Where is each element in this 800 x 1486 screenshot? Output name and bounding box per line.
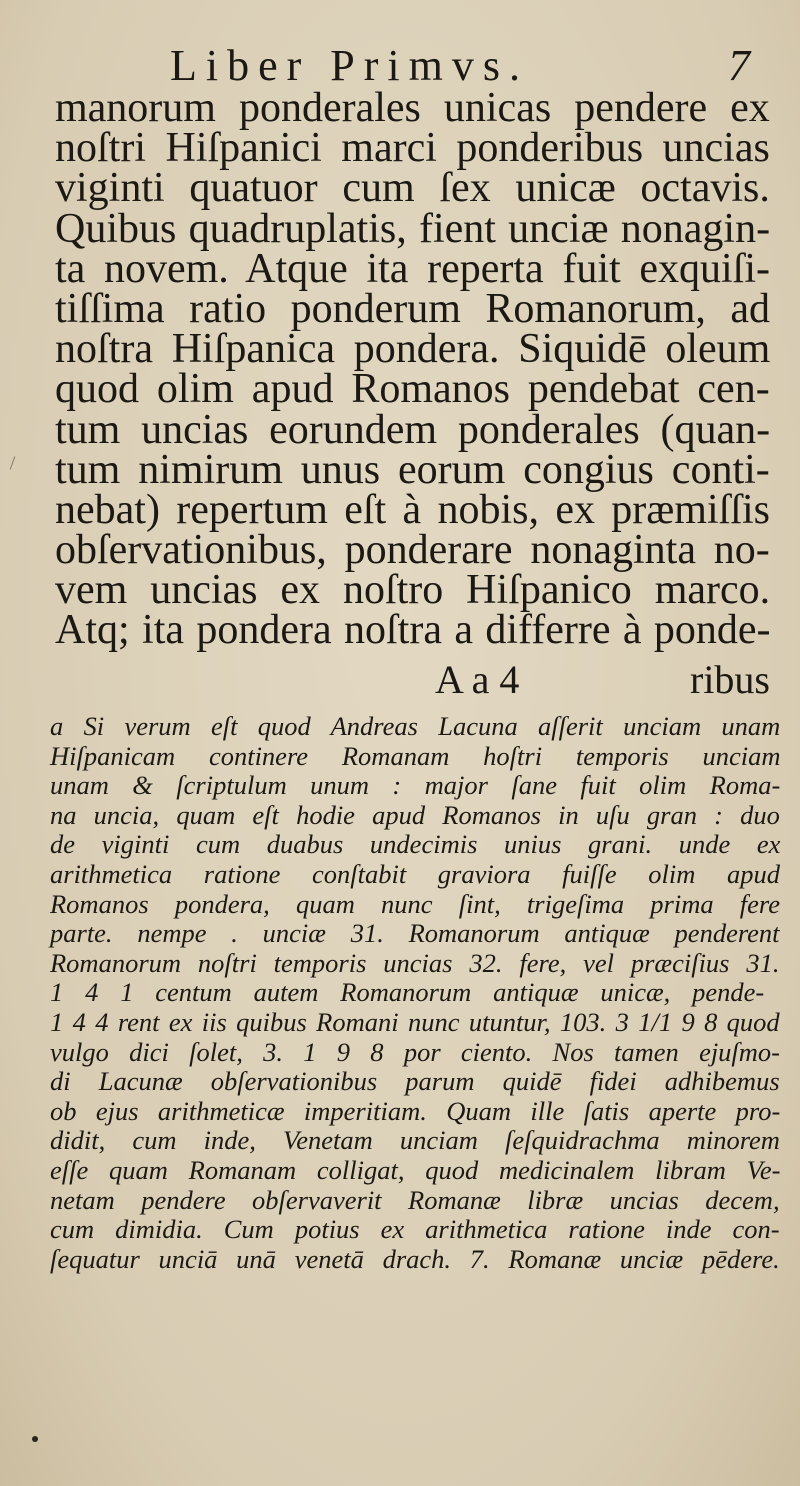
text-line: nebat) repertum eſt à nobis, ex præmiſſis (55, 486, 770, 533)
footnote-line: arithmetica ratione conſtabit graviora fuiſſe olim apud (50, 858, 781, 889)
text-line: obſervationibus, ponderare nonaginta no- (55, 527, 770, 574)
footnote-line: ob ejus arithmeticæ imperitiam. Quam ille ſatis aperte pro- (50, 1095, 781, 1126)
main-text (55, 85, 771, 654)
text-line: Atq; ita pondera noſtra a differre à ponde- (55, 607, 771, 654)
text-line: manorum ponderales unicas pendere ex (55, 85, 770, 131)
text-line: Quibus quadruplatis, fient unciæ nonagin- (55, 205, 771, 252)
footnote-line: Romanos pondera, quam nunc ſint, trigeſima prima fere (50, 888, 781, 919)
footnote-line: di Lacunæ obſervationibus parum quidē fidei adhibemus (50, 1066, 780, 1097)
footnote-line: Hiſpanicam continere Romanam hoſtri temporis unciam (50, 740, 781, 771)
bullet-dot (32, 1436, 38, 1442)
text-line: tiſſima ratio ponderum Romanorum, ad (55, 285, 771, 332)
signature-mark: A a 4 (435, 657, 520, 702)
footnote-line: 1 4 1 centum autem Romanorum antiquæ unicæ, pende- (50, 977, 765, 1008)
catchword: ribus (690, 657, 770, 702)
footnote (50, 712, 780, 1274)
footnote-line: eſſe quam Romanam colligat, quod medicinalem libram Ve- (50, 1154, 781, 1185)
footnote-line: na uncia, quam eſt hodie apud Romanos in uſu gran : duo (50, 799, 780, 830)
footnote-line: a Si verum eſt quod Andreas Lacuna aſſerit unciam unam (50, 711, 781, 741)
running-title: Liber Primvs. (170, 41, 529, 90)
footnote-line: netam pendere obſervaverit Romanæ libræ uncias decem, (50, 1184, 780, 1215)
footnote-line: de viginti cum duabus undecimis unius grani. unde ex (50, 829, 781, 860)
text-line: noſtri Hiſpanici marci ponderibus uncias (55, 125, 770, 172)
text-line: noſtra Hiſpanica pondera. Siquidē oleum (55, 326, 771, 373)
text-line: vem uncias ex noſtro Hiſpanico marco. (55, 567, 771, 614)
text-line: quod olim apud Romanos pendebat cen- (55, 366, 770, 413)
text-line: tum uncias eorundem ponderales (quan- (55, 406, 771, 453)
text-line: tum nimirum unus eorum congius conti- (55, 446, 770, 493)
footnote-line: vulgo dici ſolet, 3. 1 9 8 por ciento. Nos tamen ejuſmo- (50, 1036, 781, 1067)
footnote-line: cum dimidia. Cum potius ex arithmetica ratione inde con- (50, 1214, 780, 1245)
margin-mark (10, 456, 16, 469)
footnote-line: ſequatur unciā unā venetā drach. 7. Romanæ unciæ pēdere. (50, 1243, 780, 1274)
footnote-line: unam & ſcriptulum unum : major ſane fuit olim Roma- (50, 770, 781, 801)
footnote-line: didit, cum inde, Venetam unciam ſeſquidrachma minorem (50, 1125, 780, 1156)
text-line: viginti quatuor cum ſex unicæ octavis. (55, 165, 770, 212)
footnote-line: Romanorum noſtri temporis uncias 32. fere, vel præciſius 31. (50, 947, 780, 978)
signature-line (55, 657, 770, 702)
footnote-line: parte. nempe . unciæ 31. Romanorum antiquæ penderent (50, 918, 780, 949)
footnote-line: 1 4 4 rent ex iis quibus Romani nunc utuntur, 103. 3 1/1 9 8 quod (50, 1006, 780, 1037)
text-line: ta novem. Atque ita reperta fuit exquiſi- (55, 245, 770, 292)
page-number: 7 (728, 41, 750, 90)
